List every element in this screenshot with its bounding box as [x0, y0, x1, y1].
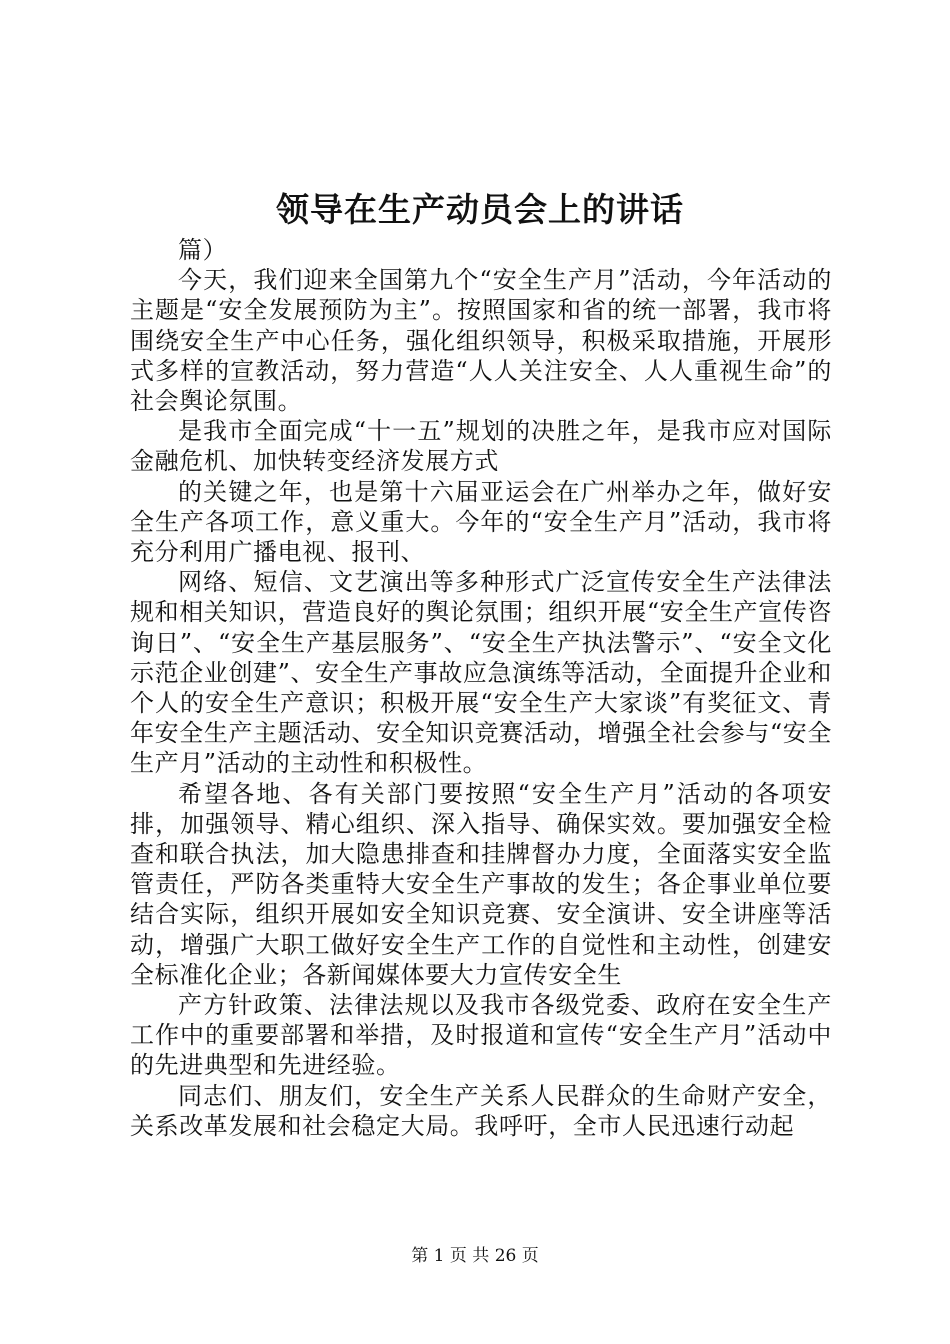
paragraph-1: 篇） — [178, 236, 228, 264]
paragraph-4: 的关键之年，也是第十六届亚运会在广州举办之年，做好安全生产各项工作，意义重大。今年的“安全生产月”活动，我市将充分利用广播电视、报刊、 — [130, 477, 832, 567]
page-number-footer: 第 1 页 共 26 页 — [411, 1246, 539, 1266]
paragraph-7: 产方针政策、法律法规以及我市各级党委、政府在安全生产工作中的重要部署和举措，及时报道和宣传“安全生产月”活动中的先进典型和先进经验。 — [130, 991, 832, 1080]
paragraph-2: 今天，我们迎来全国第九个“安全生产月”活动，今年活动的主题是“安全发展预防为主”。按照国家和省的统一部署，我市将围绕安全生产中心任务，强化组织领导，积极采取措施，开展形式多样的宣教活动，努力营造“人人关注安全、人人重视生命”的社会舆论氛围。 — [130, 266, 832, 416]
paragraph-6: 希望各地、各有关部门要按照“安全生产月”活动的各项安排，加强领导、精心组织、深入指导、确保实效。要加强安全检查和联合执法，加大隐患排查和挂牌督办力度，全面落实安全监管责任，严防各类重特大安全生产事故的发生；各企事业单位要结合实际，组织开展如安全知识竞赛、安全演讲、安全讲座等活动，增强广大职工做好安全生产工作的自觉性和主动性，创建安全标准化企业；各新闻媒体要大力宣传安全生 — [130, 779, 832, 989]
paragraph-3: 是我市全面完成“十一五”规划的决胜之年，是我市应对国际金融危机、加快转变经济发展方式 — [130, 417, 832, 476]
paragraph-5: 网络、短信、文艺演出等多种形式广泛宣传安全生产法律法规和相关知识，营造良好的舆论氛围；组织开展“安全生产宣传咨询日”、“安全生产基层服务”、“安全生产执法警示”、“安全文化示范企业创建”、安全生产事故应急演练等活动，全面提升企业和个人的安全生产意识；积极开展“安全生产大家谈”有奖征文、青年安全生产主题活动、安全知识竞赛活动，增强全社会参与“安全生产月”活动的主动性和积极性。 — [130, 568, 832, 778]
document-title: 领导在生产动员会上的讲话 — [276, 190, 684, 229]
paragraph-8: 同志们、朋友们，安全生产关系人民群众的生命财产安全，关系改革发展和社会稳定大局。我呼吁，全市人民迅速行动起 — [130, 1081, 832, 1140]
document-body — [130, 235, 832, 1141]
